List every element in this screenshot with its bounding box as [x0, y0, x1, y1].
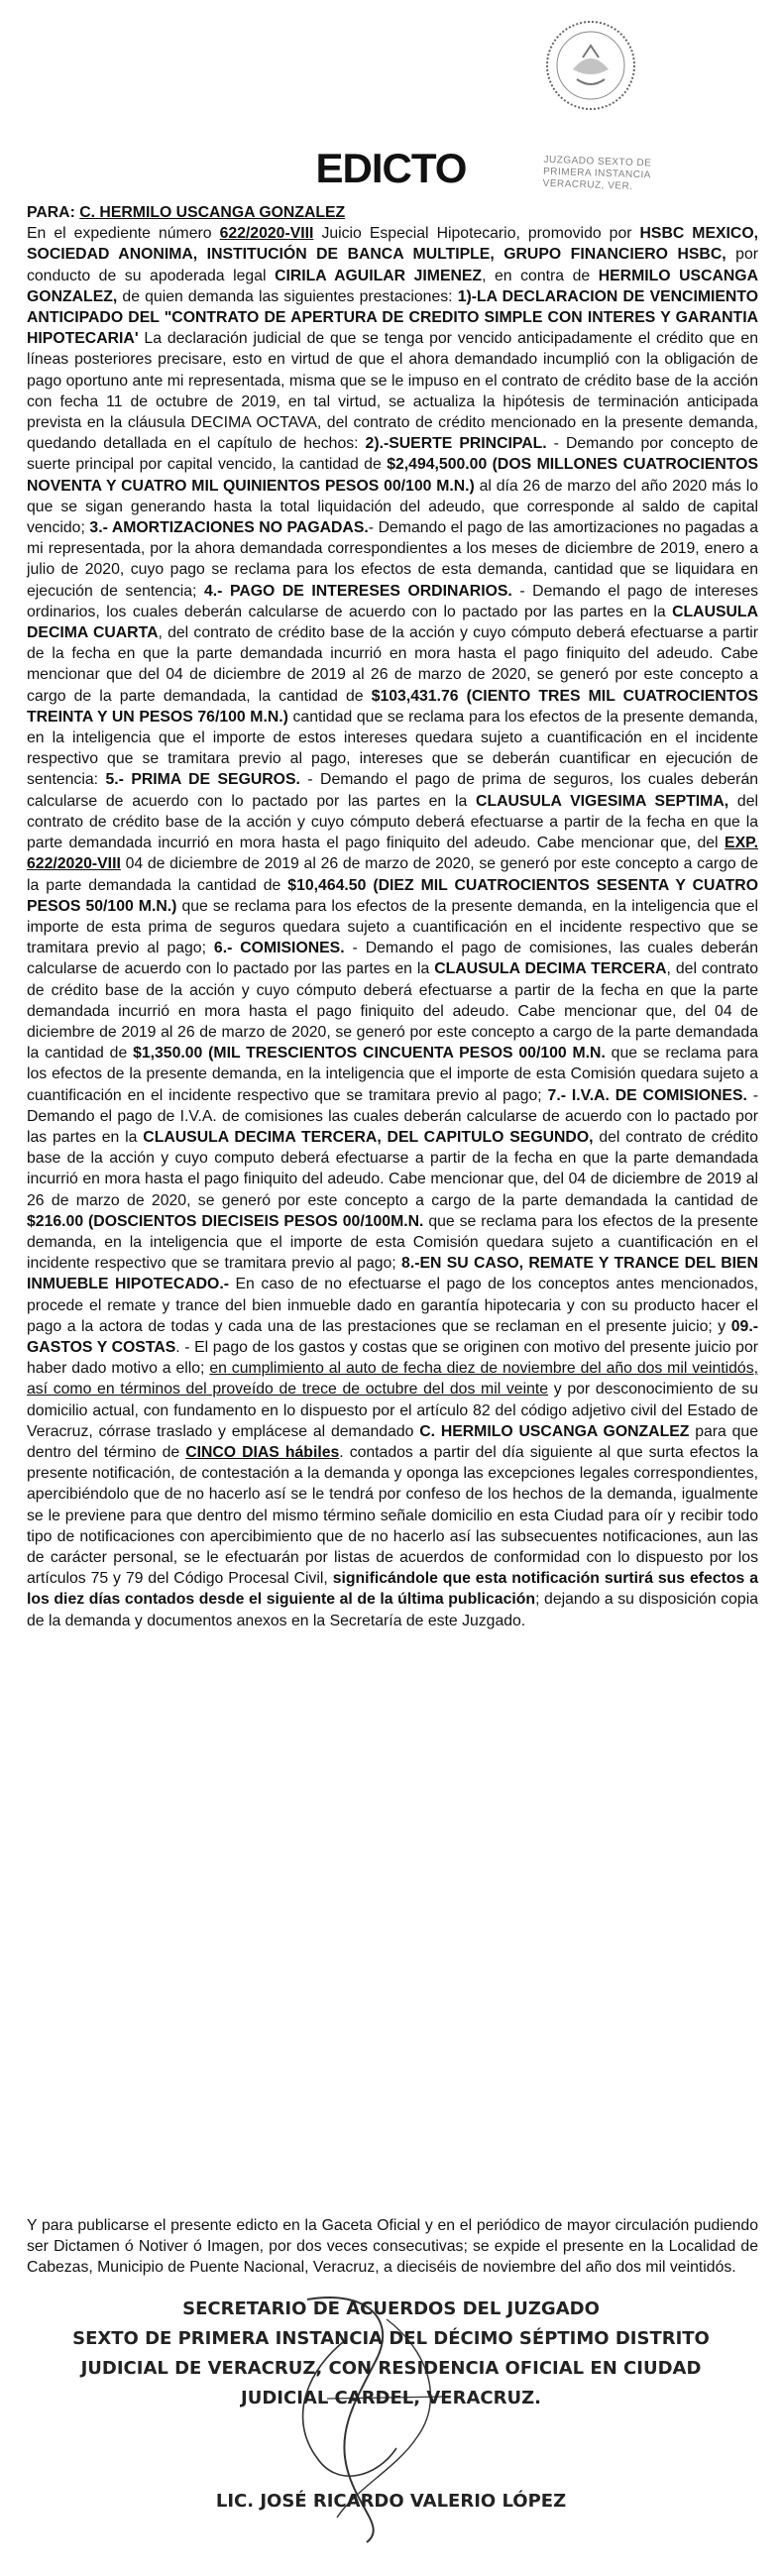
text-segment: que se reclama para los efectos de la presente demanda, en la inteligencia que el importe de esta prima de seguros quedara sujeto a cuantificación en el incidente respectivo que se tramitara previo al pago; — [27, 897, 758, 957]
text-segment: , del contrato de crédito base de la acción y cuyo cómputo deberá efectuarse a partir de la fecha en que la parte demandada incurrió en mora hasta el pago finiquito del adeudo. Cabe mencionar que, del 04 de diciembre de 2019 al 26 de marzo de 2020, se generó por este concepto a cargo de la parte demandada la cantidad de — [27, 960, 758, 1063]
signature-title-line-3: JUDICIAL DE VERACRUZ, CON RESIDENCIA OFICIAL EN CIUDAD — [80, 2358, 702, 2379]
text-segment: 04 de diciembre de 2019 al 26 de marzo de 2020, se generó por este concepto a cargo de la parte demandada la cantidad de — [27, 855, 758, 894]
text-segment: Juicio Especial Hipotecario, promovido por — [313, 225, 640, 243]
document-title: EDICTO — [315, 145, 467, 191]
expediente-number: 622/2020-VIII — [219, 225, 314, 243]
prestacion-3: 3.- AMORTIZACIONES NO PAGADAS. — [89, 519, 369, 537]
text-segment: ; dejando a su disposición copia de la demanda y documentos anexos en la Secretaría de este Juzgado. — [27, 1591, 758, 1629]
edict-body — [27, 202, 758, 1631]
monto-6: $1,350.00 (MIL TRESCIENTOS CINCUENTA PESOS 00/100 M.N. — [133, 1045, 606, 1063]
text-segment: - Demando el pago de I.V.A. de comisiones las cuales deberán calcularse de acuerdo con lo pactado por las partes en la — [27, 1086, 758, 1146]
apoderada-name: CIRILA AGUILAR JIMENEZ — [275, 267, 483, 284]
monto-4: $103,431.76 (CIENTO TRES MIL CUATROCIENTOS TREINTA Y UN PESOS 76/100 M.N.) — [27, 687, 758, 726]
prestacion-7: 7.- I.V.A. DE COMISIONES. — [547, 1086, 747, 1104]
closing-paragraph: Y para publicarse el presente edicto en la Gaceta Oficial y en el periódico de mayor circulación pudiendo ser Dictamen ó Notiver ó Imagen, por dos veces consecutivas; se expide el presente en la Localidad de Cabezas, Municipio de Puente Nacional, Veracruz, a dieciséis de noviembre del año dos mil veintidós. — [27, 2217, 758, 2277]
seal-icon — [543, 18, 638, 113]
text-segment: del contrato de crédito base de la acción y cuyo cómputo deberá efectuarse a partir de la fecha en que la parte demandada incurrió en mora hasta el pago finiquito del adeudo. Cabe mencionar que, del — [27, 792, 758, 852]
stamp-line-3: VERACRUZ, VER. — [542, 177, 633, 192]
text-segment: para que dentro del término de — [27, 1422, 758, 1461]
plazo-term: CINCO DIAS hábiles — [185, 1443, 340, 1461]
text-segment: - Demando el pago de comisiones, las cuales deberán calcularse de acuerdo con lo pactado por las partes en la — [27, 940, 758, 978]
clausula-6: CLAUSULA DECIMA TERCERA — [434, 960, 667, 978]
text-segment: cantidad que se reclama para los efectos de la presente demanda, en la inteligencia que el importe de estos intereses quedara sujeto a cuantificación en el incidente respectivo que se tramitara previo al pago, intereses que se deberán cuantificar en ejecución de sentencia: — [27, 708, 758, 789]
text-segment: que se reclama para los efectos de la presente demanda, en la inteligencia que el importe de esta Comisión quedara sujeto a cuantificación en el incidente respectivo que se tramitara previo al pago; — [27, 1212, 758, 1273]
clausula-7: CLAUSULA DECIMA TERCERA, DEL CAPITULO SEGUNDO, — [143, 1128, 594, 1146]
prestacion-9: 09.- GASTOS Y COSTAS — [27, 1317, 758, 1356]
text-segment: al día 26 de marzo del año 2020 más lo que se sigan generando hasta la total liquidación del adeudo, que corresponde al saldo de capital vencido; — [27, 477, 758, 537]
main-paragraph — [27, 223, 758, 1631]
monto-7: $216.00 (DOSCIENTOS DIECISEIS PESOS 00/100M.N. — [27, 1212, 424, 1230]
text-segment: del contrato de crédito base de la acción y cuyo computo deberá efectuarse a partir de la fecha en que la parte demandada incurrió en mora hasta el pago finiquito del adeudo. Cabe mencionar que, del 04 de diciembre de 2019 al 26 de marzo de 2020, se generó por este concepto a cargo de la parte demandada la cantidad de — [27, 1128, 758, 1209]
prestacion-5: 5.- PRIMA DE SEGUROS. — [105, 771, 300, 789]
text-segment: , del contrato de crédito base de la acción y cuyo cómputo deberá efectuarse a partir de la fecha en que la parte demandada incurrió en mora hasta el pago finiquito del adeudo. Cabe mencionar que del 04 de diciembre de 2019 al 26 de marzo de 2020, se generó por este concepto a cargo de la parte demandada, la cantidad de — [27, 624, 758, 705]
actor-name: HSBC MEXICO, SOCIEDAD ANONIMA, INSTITUCIÓN DE BANCA MULTIPLE, GRUPO FINANCIERO HSBC, — [27, 225, 759, 264]
auto-reference: en cumplimiento al auto de fecha diez de noviembre del año dos mil veintidós, así como en términos del proveído de trece de octubre del dos mil veinte — [27, 1360, 758, 1399]
clausula-4: CLAUSULA DECIMA CUARTA — [27, 603, 758, 642]
stamp-line-1: JUZGADO SEXTO DE — [543, 154, 652, 169]
text-segment: La declaración judicial de que se tenga por vencido anticipadamente el crédito que en líneas posteriores precisare, esto en virtud de que el ahora demandado incumplió con la obligación de pago oportuno ante mi representada, misma que se le impuso en el contrato de crédito base de la acción con fecha 11 de octubre de 2019, en tal virtud, se actualiza la hipótesis de terminación anticipada prevista en la cláusula DECIMA OCTAVA, del contrato de crédito mencionado en la presente demanda, quedando detallada en el capítulo de hechos: — [27, 330, 758, 453]
text-segment: En el expediente número — [27, 225, 220, 243]
efectos-clause: significándole que esta notificación surtirá sus efectos a los diez días contados desde el siguiente al de la última publicación — [27, 1570, 758, 1609]
text-segment: y por desconocimiento de su domicilio actual, con fundamento en lo dispuesto por el artículo 82 del código adjetivo civil del Estado de Veracruz, córrase traslado y emplácese al demandado — [27, 1381, 758, 1440]
signature-title-line-2: SEXTO DE PRIMERA INSTANCIA DEL DÉCIMO SÉPTIMO DISTRITO — [72, 2328, 710, 2349]
recipient-label: PARA: — [27, 204, 75, 221]
text-segment: . - El pago de los gastos y costas que se originen con motivo del presente juicio por haber dado motivo a ello; — [27, 1338, 758, 1378]
text-segment: , en contra de — [482, 267, 599, 284]
recipient-name: C. HERMILO USCANGA GONZALEZ — [79, 204, 346, 221]
text-segment: En caso de no efectuarse el pago de los conceptos antes mencionados, procede el remate y trance del bien inmueble dado en garantía hipotecaria y con su producto hacer el pago a la actora de todas y cada una de las prestaciones que se reclaman en el presente juicio; y — [27, 1276, 758, 1335]
prestacion-8: 8.-EN SU CASO, REMATE Y TRANCE DEL BIEN INMUEBLE HIPOTECADO.- — [27, 1255, 758, 1293]
recipient-line — [27, 202, 758, 223]
text-segment: que se reclama para los efectos de la presente demanda, en la inteligencia que el importe de esta Comisión quedara sujeto a cuantificación en el incidente respectivo que se tramitara previo al pago; — [27, 1045, 758, 1104]
text-segment: de quien demanda las siguientes prestaciones: — [117, 287, 458, 305]
text-segment: - Demando por concepto de suerte principal por capital vencido, la cantidad de — [27, 435, 758, 474]
prestacion-4: 4.- PAGO DE INTERESES ORDINARIOS. — [204, 582, 512, 600]
text-segment: - Demando el pago de intereses ordinarios, los cuales deberán calcularse de acuerdo con lo pactado por las partes en la — [27, 582, 759, 620]
demandado-name-2: C. HERMILO USCANGA GONZALEZ — [419, 1422, 690, 1440]
prestacion-2: 2).-SUERTE PRINCIPAL. — [365, 435, 547, 453]
exp-reference: EXP. 622/2020-VIII — [27, 835, 758, 873]
signature-block — [0, 2295, 782, 2413]
monto-2: $2,494,500.00 (DOS MILLONES CUATROCIENTOS NOVENTA Y CUATRO MIL QUINIENTOS PESOS 00/100 M.N.) — [27, 456, 758, 495]
text-segment: - Demando el pago de las amortizaciones no pagadas a mi representada, por la ahora demandada correspondientes a los meses de diciembre de 2019, enero a julio de 2020, cuyo pago se reclama para los efectos de esta demanda, cantidad que se liquidara en ejecución de sentencia; — [27, 519, 758, 600]
monto-5: $10,464.50 (DIEZ MIL CUATROCIENTOS SESENTA Y CUATRO PESOS 50/100 M.N.) — [27, 876, 759, 915]
stamp-line-2: PRIMERA INSTANCIA — [542, 166, 652, 181]
clausula-5: CLAUSULA VIGESIMA SEPTIMA, — [476, 792, 729, 810]
signature-title-line-4: JUDICIAL CARDEL, VERACRUZ. — [241, 2388, 541, 2408]
prestacion-1: 1)-LA DECLARACION DE VENCIMIENTO ANTICIPADO DEL "CONTRATO DE APERTURA DE CREDITO SIMPLE CON INTERES Y GARANTIA HIPOTECARIA' — [27, 287, 758, 348]
prestacion-6: 6.- COMISIONES. — [213, 940, 345, 957]
text-segment: - Demando el pago de prima de seguros, los cuales deberán calcularse de acuerdo con lo pactado por las partes en la — [27, 771, 759, 810]
signer-name: LIC. JOSÉ RICARDO VALERIO LÓPEZ — [215, 2491, 567, 2512]
demandado-name: HERMILO USCANGA GONZALEZ, — [27, 267, 758, 305]
text-segment: . contados a partir del día siguiente al que surta efectos la presente notificación, de contestación a la demanda y oponga las excepciones legales correspondientes, apercibiéndolo que de no hacerlo así se le tendrá por confeso de los hechos de la demanda, igualmente se le previene para que dentro del mismo término señale domicilio en esta Ciudad para oír y recibir todo tipo de notificaciones con apercibimiento que de no hacerlo así las subsecuentes notificaciones, aun las de carácter personal, se le efectuarán por listas de acuerdos de conformidad con lo dispuesto por los artículos 75 y 79 del Código Procesal Civil, — [27, 1443, 758, 1588]
signature-title-line-1: SECRETARIO DE ACUERDOS DEL JUZGADO — [182, 2298, 600, 2319]
text-segment: por conducto de su apoderada legal — [27, 246, 758, 284]
